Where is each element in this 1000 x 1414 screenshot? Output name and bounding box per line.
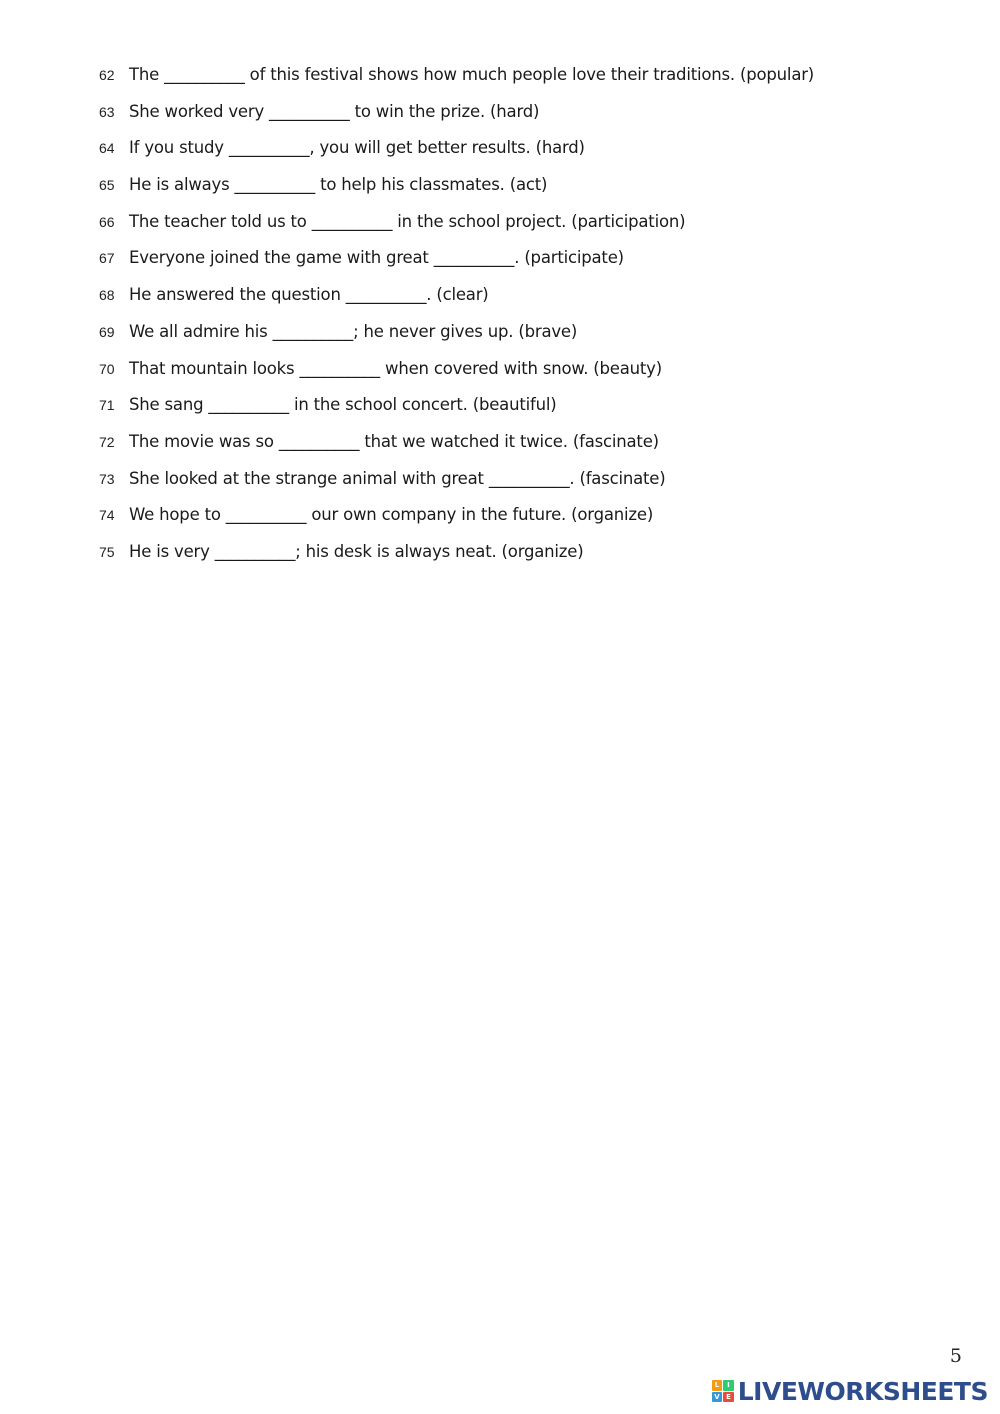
item-text: She worked very __________ to win the prize. (hard) <box>129 101 540 121</box>
item-text: The __________ of this festival shows how much people love their traditions. (popular) <box>129 65 815 84</box>
item-text: She looked at the strange animal with great __________. (fascinate) <box>129 468 666 488</box>
page-number: 5 <box>949 1345 962 1367</box>
liveworksheets-logo-icon <box>712 1380 734 1402</box>
exercise-item <box>99 102 814 139</box>
item-number: 69 <box>99 323 115 340</box>
exercise-item <box>99 65 814 102</box>
exercise-item <box>99 432 814 469</box>
item-text: He answered the question __________. (clear) <box>129 285 489 305</box>
exercise-item <box>99 542 814 579</box>
item-number: 74 <box>99 507 115 524</box>
item-text: He is very __________; his desk is always neat. (organize) <box>129 541 584 561</box>
item-text: Everyone joined the game with great __________. (participate) <box>129 248 624 268</box>
exercise-item <box>99 322 814 359</box>
item-number: 65 <box>99 177 115 194</box>
item-number: 64 <box>99 140 115 157</box>
item-text: The movie was so __________ that we watched it twice. (fascinate) <box>129 431 659 451</box>
item-text: The teacher told us to __________ in the school project. (participation) <box>129 211 686 231</box>
item-number: 67 <box>99 250 115 267</box>
item-text: We all admire his __________; he never gives up. (brave) <box>129 321 578 341</box>
logo-square-3: V <box>712 1392 723 1403</box>
exercise-item <box>99 175 814 212</box>
item-number: 66 <box>99 213 115 230</box>
item-number: 63 <box>99 103 115 120</box>
item-number: 70 <box>99 360 115 377</box>
item-text: He is always __________ to help his classmates. (act) <box>129 175 548 195</box>
exercise-item <box>99 138 814 175</box>
exercise-item <box>99 469 814 506</box>
item-text: That mountain looks __________ when covered with snow. (beauty) <box>129 358 662 378</box>
logo-square-4: E <box>723 1392 734 1403</box>
item-text: We hope to __________ our own company in the future. (organize) <box>129 505 654 525</box>
item-number: 62 <box>99 67 115 83</box>
exercise-list <box>99 65 814 579</box>
item-number: 72 <box>99 433 115 450</box>
item-text: She sang __________ in the school concert. (beautiful) <box>129 395 557 415</box>
item-number: 68 <box>99 287 115 304</box>
exercise-item <box>99 505 814 542</box>
item-text: If you study __________, you will get better results. (hard) <box>129 138 585 158</box>
exercise-item <box>99 212 814 249</box>
liveworksheets-brand[interactable] <box>712 1374 988 1408</box>
brand-name: LIVEWORKSHEETS <box>737 1376 988 1406</box>
exercise-item <box>99 285 814 322</box>
exercise-item <box>99 395 814 432</box>
exercise-item <box>99 359 814 396</box>
item-number: 71 <box>99 397 115 414</box>
logo-square-1: L <box>712 1380 723 1391</box>
logo-square-2: I <box>723 1380 734 1391</box>
exercise-item <box>99 248 814 285</box>
item-number: 73 <box>99 470 115 487</box>
item-number: 75 <box>99 543 115 560</box>
